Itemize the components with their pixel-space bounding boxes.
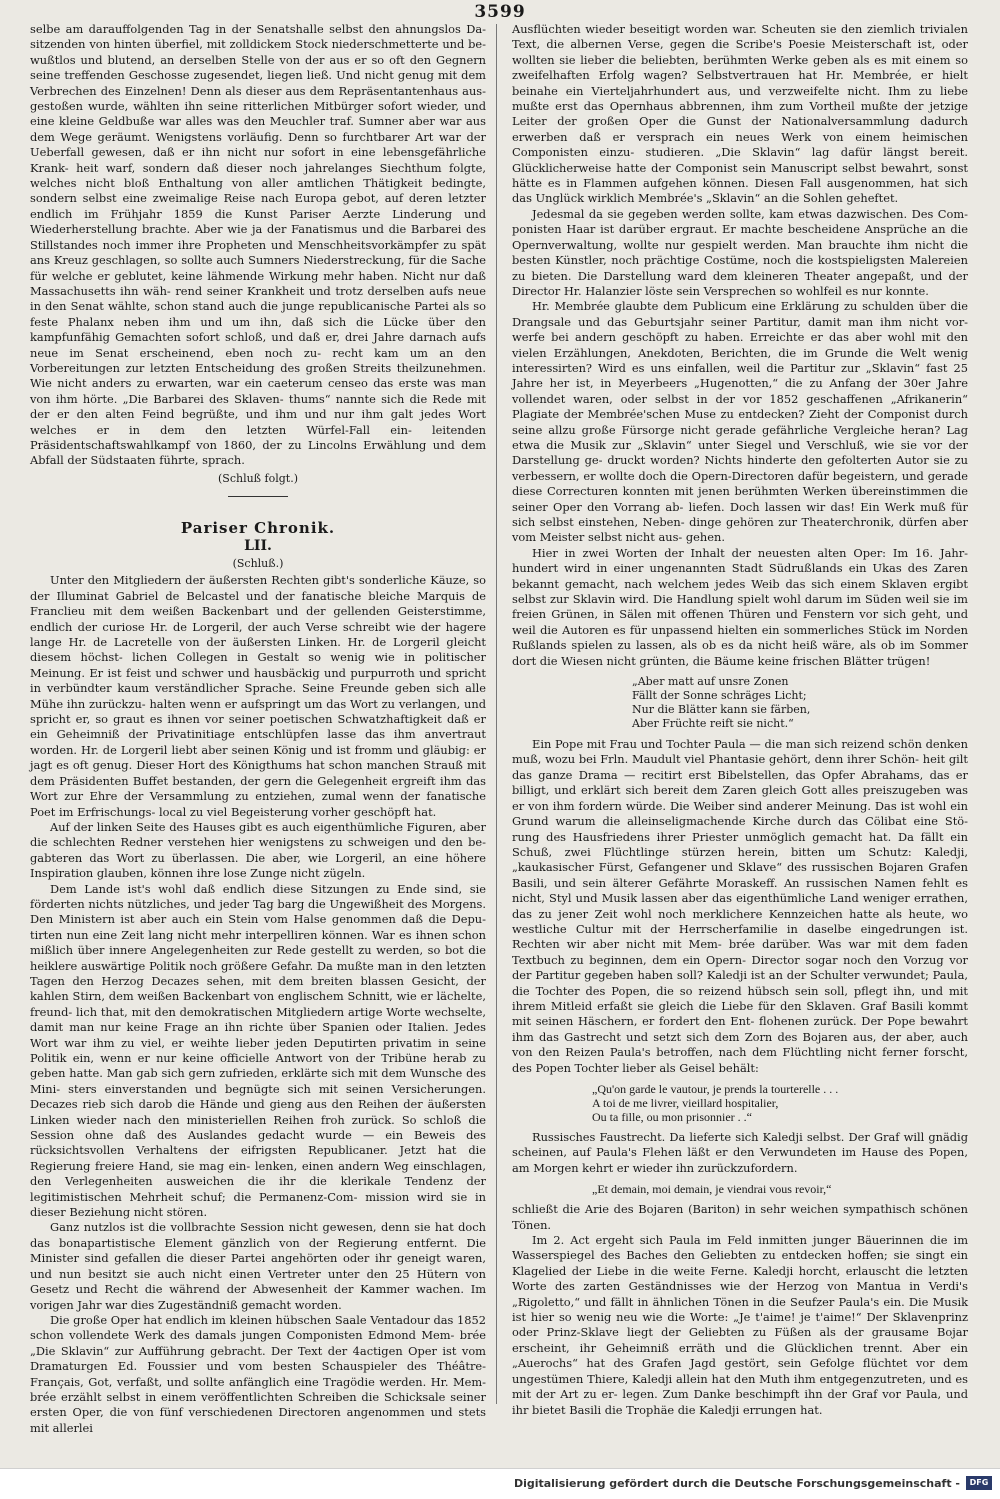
- page-number: 3599: [474, 2, 526, 22]
- left-column: [30, 22, 486, 1435]
- verse-line: Aber Früchte reift sie nicht.“: [632, 717, 794, 731]
- section-number: LII.: [244, 537, 272, 554]
- opening-paragraph: selbe am darauffolgenden Tag in der Senatshalle selbst den ahnungslos Da- sitzenden von hinten überfiel, mit zolldickem Stock niederschmetterte und be- wußtlos und blutend, an derselben Stelle von der aus er so oft den Gegnern seine treffenden Geschosse zugesendet, liegen ließ. Und nicht genug mit dem Verbrechen des Einzelnen! Denn als dieser aus dem Repräsentantenhaus aus- gestoßen wurde, wählten ihn seine ritterlichen Mitbürger sofort wieder, und eine kleine Geldbuße war alles was den Meuchler traf. Sumner aber war aus dem Wege geräumt. Wenigstens vorläufig. Denn so furchtbarer Art war der Ueberfall gewesen, daß er ihn nicht nur sofort in eine lebensgefährliche Krank- heit warf, sondern daß dieser noch jahrelanges Siechthum folgte, welches nicht bloß Enthaltung von aller amtlichen Thätigkeit bedingte, sondern selbst eine zweimalige Reise nach Europa gebot, auf deren letzter endlich im Frühjahr 1859 die Kunst Pariser Aerzte Linderung und Wiederherstellung brachte. Aber wie ja der Fanatismus und die Barbarei des Stillstandes noch immer ihre Propheten und Menschheitsvorkämpfer zu spät ans Kreuz geschlagen, so sollte auch Sumners Niederstreckung, für die Sache für welche er geblutet, keine lähmende Wirkung mehr haben. Nicht nur daß Massachusetts ihn wäh- rend seiner Krankheit und trotz derselben aufs neue in den Senat wählte, schon stand auch die junge republicanische Partei als so feste Phalanx neben ihm und um ihn, daß sich die Lücke über den kampfunfähig Gemachten sofort schloß, und daß er, drei Jahre darnach aufs neue im Senat erscheinend, eben noch zu- recht kam um an den Vorbereitungen zur letzten Entscheidung des großen Streits theilzunehmen. Wie nicht anders zu erwarten, war ein caeterum censeo das erste was man von ihm hörte. „Die Barbarei des Sklaven- thums“ nannte sich die Rede mit der er den alten Feind begrüßte, und ihm und nur ihm galt jedes Wort welches er in dem den letzten Würfel-Fall ein- leitenden Präsidentschaftswahlkampf von 1860, der zu Lincolns Erwählung und dem Abfall der Südstaaten führte, sprach.: [30, 22, 486, 468]
- paragraph: Unter den Mitgliedern der äußersten Rechten gibt's sonderliche Käuze, so der Illuminat Gabriel de Belcastel und der fanatische bleiche Marquis de Franclieu mit dem weißen Backenbart und der gellenden Geisterstimme, endlich der curiose Hr. de Lorgeril, der auch Verse schreibt wie der hagere lange Hr. de Lacretelle von der äußersten Linken. Hr. de Lorgeril gleicht diesem höchst- lichen Collegen in Gestalt so wenig wie in politischer Meinung. Er ist feist und schwer und hausbäckig und purpurroth und spricht in verbündter kaum verständlicher Sprache. Seine Freunde geben sich alle Mühe ihn zurückzu- halten wenn er aufspringt um das Wort zu verlangen, und spricht er, so graut es ihnen vor seiner poetischen Schwatzhaftigkeit daß er ein Geheimniß der Privatinitiage entschlüpfen lasse das ihm anvertraut worden. Hr. de Lorgeril liebt aber seinen König und ist fromm und gläubig: er jagt es oft genug. Dieser Hort des Königthums hat schon manchen Strauß mit dem Präsidenten Buffet bestanden, der gern die Gelegenheit ergreift ihm das Wort zur Ehre der Versammlung zu entziehen, zumal wenn der fanatische Poet im Erfrischungs- local zu viel Begeisterung vorher geschöpft hat.: [30, 573, 486, 819]
- paragraph: Auf der linken Seite des Hauses gibt es auch eigenthümliche Figuren, aber die schlechten Redner verstehen hier wenigstens zu schweigen und den be- gabteren das Wort zu überlassen. Die aber, wie Lorgeril, an eine höhere Inspiration glauben, können ihre lose Zunge nicht zügeln.: [30, 819, 486, 881]
- paragraph: Die große Oper hat endlich im kleinen hübschen Saale Ventadour das 1852 schon vollendete Werk des damals jungen Componisten Edmond Mem- brée „Die Sklavin“ zur Aufführung gebracht. Der Text der 4actigen Oper ist vom Dramaturgen Ed. Foussier und vom besten Schauspieler des Théâtre- Français, Got, verfaßt, und sollte anfänglich eine Tragödie werden. Hr. Mem- brée erzählt selbst in einem veröffentlichten Schreiben die Schicksale seiner ersten Oper, die von fünf verschiedenen Directoren angenommen und stets mit allerlei: [30, 1312, 486, 1435]
- verse-line: Fällt der Sonne schräges Licht;: [632, 689, 807, 703]
- paragraph: Dem Lande ist's wohl daß endlich diese Sitzungen zu Ende sind, sie förderten nichts nützliches, und jeder Tag barg die Ungewißheit des Morgens. Den Ministern ist aber auch ein Stein vom Halse genommen daß die Depu- tirten nun eine Zeit lang nicht mehr interpelliren können. War es ihnen schon mißlich über innere Angelegenheiten zur Rede gestellt zu werden, so bot die heiklere auswärtige Politik noch größere Gefahr. Da mußte man in den letzten Tagen den Herzog Decazes sehen, mit dem breiten blassen Gesicht, der kahlen Stirn, dem weißen Backenbart von englischem Schnitt, wie er lächelte, freund- lich that, mit den demokratischen Mitgliedern artige Worte wechselte, damit man nur keine Frage an ihn richte über Spanien oder Italien. Jedes Wort war ihm zu viel, er weihte lieber jeden Deputirten privatim in seine Politik ein, wenn er nur keine officielle Antwort von der Tribüne herab zu geben hatte. Man gab sich gern zufrieden, erklärte sich mit dem Wunsche des Mini- sters einverstanden und begnügte sich mit seinen Versicherungen. Decazes rieb sich darob die Hände und gieng aus den Reihen der äußersten Linken wieder nach den ministeriellen Reihen froh zurück. So schloß die Session ohne daß des Auslandes gedacht wurde — ein Beweis des rücksichtsvollen Verhaltens der eifrigsten Republicaner. Jetzt hat die Regierung freiere Hand, sie mag ein- lenken, einen andern Weg einschlagen, den Verlegenheiten ausweichen die ihr die klerikale Tendenz der legitimistischen Mehrheit schuf; die Permanenz-Com- mission wird sie in dieser Beziehung nicht stören.: [30, 881, 486, 1220]
- section-title: Pariser Chronik.: [180, 519, 336, 538]
- paragraph: Im 2. Act ergeht sich Paula im Feld inmitten junger Bäuerinnen die im Wasserspiegel des Baches den Geliebten zu entdecken hoffen; sie singt ein Klagelied der Liebe in die weite Ferne. Kaledji horcht, erlauscht die letzten Worte des zarten Geständnisses wie der Herzog von Mantua in Verdi's „Rigoletto,“ und fällt in ähnlichen Tönen in die Seufzer Paula's ein. Die Musik ist hier so wenig neu wie die Worte: „Je t'aime! je t'aime!“ Der Sklavenprinz oder Prinz-Sklave liegt der Geliebten zu Füßen als der grausame Bojar erscheint, ihr Geheimniß erräth und die Glücklichen trennt. Aber ein „Auerochs“ hat des Grafen Jagd gestört, sein Gefolge flüchtet vor dem ungestümen Thiere, Kaledji allein hat den Muth ihm entgegenzutreten, und es mit der Art zu er- legen. Zum Danke beschimpft ihn der Graf vor Paula, und ihr bietet Basili die Trophäe die Kaledji errungen hat.: [512, 1233, 968, 1417]
- section-note: (Schluß.): [232, 557, 284, 570]
- verse-line: Ou ta fille, ou mon prisonnier . .“: [592, 1110, 752, 1124]
- paragraph: Ein Pope mit Frau und Tochter Paula — die man sich reizend schön denken muß, wozu bei Frln. Maudult viel Phantasie gehört, denn ihrer Schön- heit gilt das ganze Drama — recitirt erst Bibelstellen, das Opfer Abrahams, das er billigt, und erklärt sich bereit dem Zaren gleich Gott alles preiszugeben was er von ihm fordern würde. Die Weiber sind anderer Meinung. Das ist wohl ein Grund warum die alleinseligmachende Kirche durch das Cölibat eine Stö- rung des Hausfriedens ihrer Priester unmöglich gemacht hat. Da fällt ein Schuß, zwei Flüchtlinge stürzen herein, bitten um Schutz: Kaledji, „kaukasischer Fürst, Gefangener und Sklave“ des russischen Bojaren Grafen Basili, und sein älterer Gefährte Moraskeff. An russischen Namen fehlt es nicht, Styl und Musik lassen aber das eigenthümliche Land weniger errathen, das zu jener Zeit wohl noch merklichere Kennzeichen hatte als heute, wo westliche Cultur mit der Herrscherfamilie in daselbe eingedrungen ist. Rechten wir aber nicht mit Mem- brée darüber. Was war mit dem faden Textbuch zu beginnen, dem ein Opern- Director sogar noch den Vorzug vor der Partitur gegeben haben soll? Kaledji ist an der Schulter verwundet; Paula, die Tochter des Popen, die so reizend hübsch sein soll, pflegt ihn, und mit ihrem Mitleid erfaßt sie gleich die Liebe für den Sklaven. Graf Basili kommt mit seinen Häschern, er fordert den Ent- flohenen zurück. Der Pope bewahrt ihm das Gastrecht und setzt sich dem Zorn des Bojaren aus, der aber, auch von den Reizen Paula's betroffen, nach dem Flüchtling nicht ferner forscht, des Popen Tochter lieber als Geisel behält:: [512, 737, 968, 1075]
- footer-bar: [0, 1468, 1000, 1499]
- column-divider: [496, 24, 497, 1404]
- section-divider: [228, 496, 288, 497]
- french-verse-quote: [592, 1182, 968, 1196]
- funding-notice: Digitalisierung gefördert durch die Deutsche Forschungsgemeinschaft -: [513, 1477, 960, 1490]
- paragraph: Hier in zwei Worten der Inhalt der neuesten alten Oper: Im 16. Jahr- hundert wird in einer ungenannten Stadt Südrußlands ein Ukas des Zaren bekannt gemacht, nach welchem jedes Weib das sich einem Sklaven ergibt selbst zur Sklavin wird. Die Handlung spielt wohl darum im Süden weil sie im freien Grünen, in Sälen mit offenen Thüren und Fenstern vor sich geht, und weil die Autoren es für unpassend hielten ein sommerliches Stück im Norden Rußlands spielen zu lassen, als ob es da nicht heiß wäre, als ob im Sommer dort die Wiesen nicht grünten, die Bäume keine frischen Blätter trügen!: [512, 545, 968, 668]
- verse-line: A toi de me livrer, vieillard hospitalier,: [592, 1096, 779, 1110]
- verse-line: Nur die Blätter kann sie färben,: [632, 703, 811, 717]
- paragraph: Ganz nutzlos ist die vollbrachte Session nicht gewesen, denn sie hat doch das bonapartistische Element gänzlich von der Regierung entfernt. Die Minister sind gefallen die dieser Partei angehörten oder ihr geneigt waren, und nun besitzt sie auch nicht einen Vertreter unter den 25 Hütern von Gesetz und Recht die während der Abwesenheit der Kammer wachen. Im vorigen Jahr war dies Zugeständniß gemacht worden.: [30, 1220, 486, 1312]
- right-column: [512, 22, 968, 1417]
- to-be-continued-note: (Schluß folgt.): [218, 471, 298, 485]
- verse-line: „Et demain, moi demain, je viendrai vous revoir,“: [592, 1182, 832, 1197]
- verse-line: „Aber matt auf unsre Zonen: [632, 675, 789, 689]
- dfg-logo-icon[interactable]: DFG: [966, 1476, 992, 1490]
- paragraph: Jedesmal da sie gegeben werden sollte, kam etwas dazwischen. Des Com- ponisten Haar ist darüber ergraut. Er machte bescheidene Ansprüche an die Opernverwaltung, wollte nur gespielt werden. Man brauchte ihm nicht die besten Künstler, noch prächtige Costüme, noch die kostspieligsten Malereien zu bieten. Die Darstellung ward dem kleineren Theater angepaßt, und der Director Hr. Halanzier löste sein Versprechen so wohlfeil es nur konnte.: [512, 206, 968, 298]
- verse-quote: [632, 675, 968, 731]
- french-verse-quote: [592, 1082, 968, 1124]
- paragraph: Russisches Faustrecht. Da lieferte sich Kaledji selbst. Der Graf will gnädig scheinen, auf Paula's Flehen läßt er den Verwundeten im Hause des Popen, am Morgen kehrt er wieder ihn zurückzufordern.: [512, 1130, 968, 1175]
- paragraph: Ausflüchten wieder beseitigt worden war. Scheuten sie den ziemlich trivialen Text, die albernen Verse, gegen die Scribe's Poesie Meisterschaft ist, oder wollten sie lieber die beliebten, berühmten Werke geben als es mit einem so zweifelhaften Erfolg wagen? Selbstvertrauen hat Hr. Membrée, er hielt beinahe ein Vierteljahrhundert aus, und verzweifelte nicht. Ihm zu liebe mußte erst das Opernhaus abbrennen, ihm zum Vortheil mußte der jetzige Leiter der großen Oper die Gunst der Nationalversammlung dadurch erwerben daß er versprach ein neues Werk von einem heimischen Componisten einzu- studieren. „Die Sklavin“ lag dafür längst bereit. Glücklicherweise hatte der Componist sein Manuscript selbst bewahrt, sonst hätte es in Flammen aufgehen können. Diesen Fall ausgenommen, hat sich das Unglück wirklich Membrée's „Sklavin“ an die Sohlen geheftet.: [512, 22, 968, 206]
- paragraph: schließt die Arie des Bojaren (Bariton) in sehr weichen sympathisch schönen Tönen.: [512, 1202, 968, 1232]
- verse-line: „Qu'on garde le vautour, je prends la tourterelle . . .: [592, 1082, 839, 1096]
- paragraph: Hr. Membrée glaubte dem Publicum eine Erklärung zu schulden über die Drangsale und das Geburtsjahr seiner Partitur, damit man ihm nicht vor- werfe bei andern geschöpft zu haben. Erreichte er das aber wohl mit den vielen Erzählungen, Anekdoten, Berichten, die im Grunde die Welt wenig interessirten? Wird es uns einfallen, weil die Partitur zur „Sklavin“ fast 25 Jahre her ist, in Meyerbeers „Hugenotten,“ die zu Anfang der 30er Jahre vollendet waren, oder selbst in der vor 1852 geschaffenen „Afrikanerin“ Plagiate der Membrée'schen Muse zu entdecken? Zieht der Componist durch seine allzu große Fürsorge nicht gerade gefährliche Vergleiche heran? Lag etwa die Musik zur „Sklavin“ unter Siegel und Verschluß, wie sie vor der Darstellung ge- druckt worden? Nichts hinderte den gefolterten Autor sie zu verbessern, er wollte doch die Opern-Directoren dafür begeistern, und gerade diese Correcturen konnten mit jenen berühmten Werken übereinstimmen die seiner Oper den Vorrang ab- liefen. Doch lassen wir das! Ein Werk muß für sich selbst einstehen, Neben- dinge gehören zur Theaterchronik, dürfen aber vom Meister selbst nicht aus- gehen.: [512, 299, 968, 545]
